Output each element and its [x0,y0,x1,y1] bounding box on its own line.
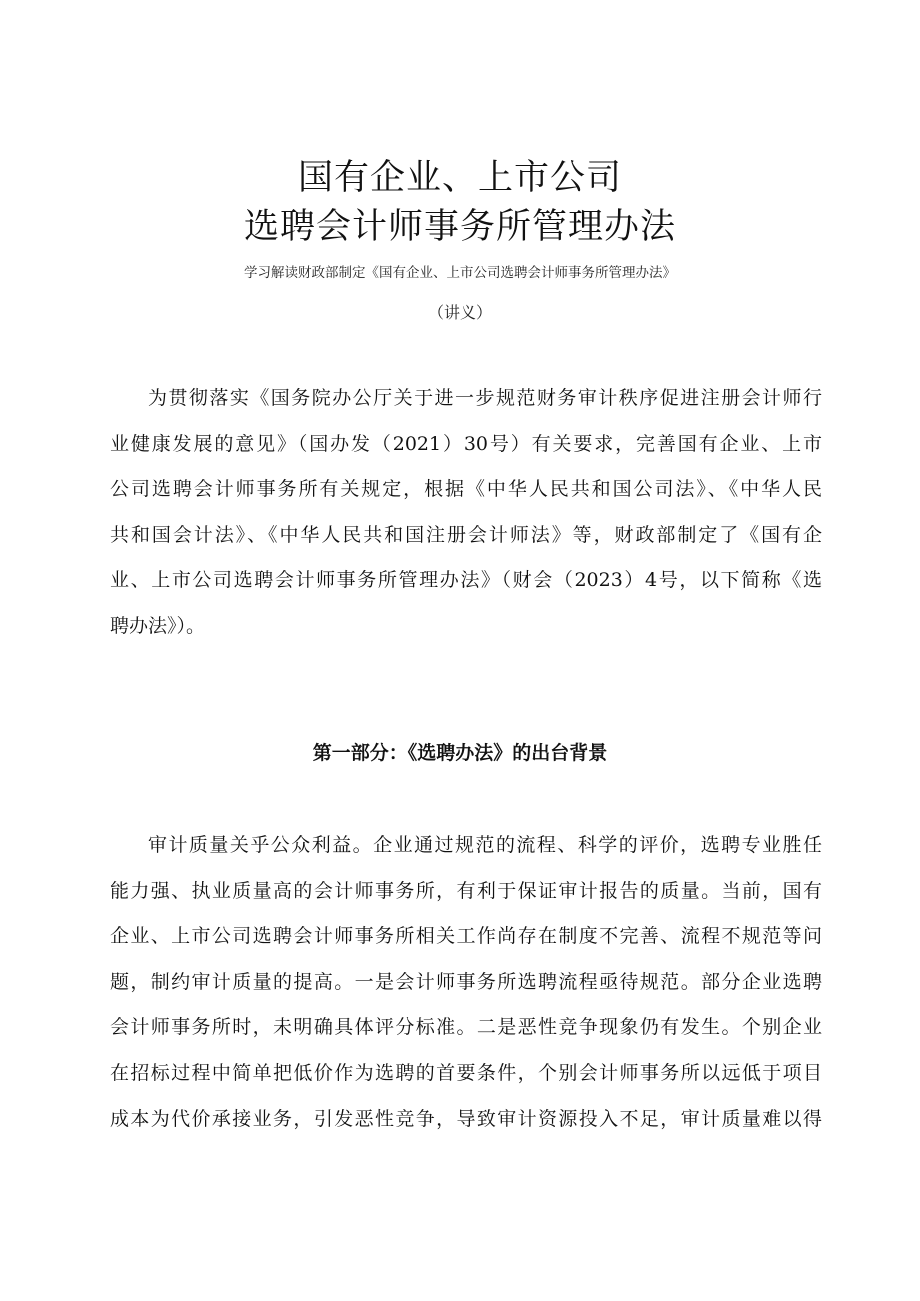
section-heading: 第一部分：《选聘办法》的出台背景 [312,742,608,764]
paragraph-line: 会计师事务所时，未明确具体评分标准。二是恶性竞争现象仍有发生。个别企业 [110,1016,822,1039]
paragraph-line: 为贯彻落实《国务院办公厅关于进一步规范财务审计秩序促进注册会计师行 [148,387,822,409]
lecture-note-label: （讲义） [427,303,492,322]
paragraph-line: 业、上市公司选聘会计师事务所管理办法》（财会（2023）4号，以下简称《选 [110,569,822,592]
paragraph-line: 业健康发展的意见》（国办发（2021）30号）有关要求，完善国有企业、上市 [110,432,822,455]
document-title-line-2: 选聘会计师事务所管理办法 [243,207,676,247]
paragraph-line: 审计质量关乎公众利益。企业通过规范的流程、科学的评价，选聘专业胜任 [148,834,822,856]
paragraph-line: 聘办法》）。 [110,614,206,637]
background-paragraph [110,823,822,1142]
paragraph-line: 公司选聘会计师事务所有关规定，根据《中华人民共和国公司法》、《中华人民 [110,478,822,501]
paragraph-line: 成本为代价承接业务，引发恶性竞争，导致审计资源投入不足，审计质量难以得 [110,1107,822,1130]
paragraph-line: 共和国会计法》、《中华人民共和国注册会计师法》等，财政部制定了《国有企 [110,523,822,546]
paragraph-line: 在招标过程中简单把低价作为选聘的首要条件，个别会计师事务所以远低于项目 [110,1061,822,1084]
document-title-line-1: 国有企业、上市公司 [297,158,622,198]
paragraph-line: 题，制约审计质量的提高。一是会计师事务所选聘流程亟待规范。部分企业选聘 [110,970,822,993]
intro-paragraph [110,376,822,650]
paragraph-line: 企业、上市公司选聘会计师事务所相关工作尚存在制度不完善、流程不规范等问 [110,925,822,948]
document-subtitle: 学习解读财政部制定《国有企业、上市公司选聘会计师事务所管理办法》 [244,265,676,281]
paragraph-line: 能力强、执业质量高的会计师事务所，有利于保证审计报告的质量。当前，国有 [110,879,822,902]
